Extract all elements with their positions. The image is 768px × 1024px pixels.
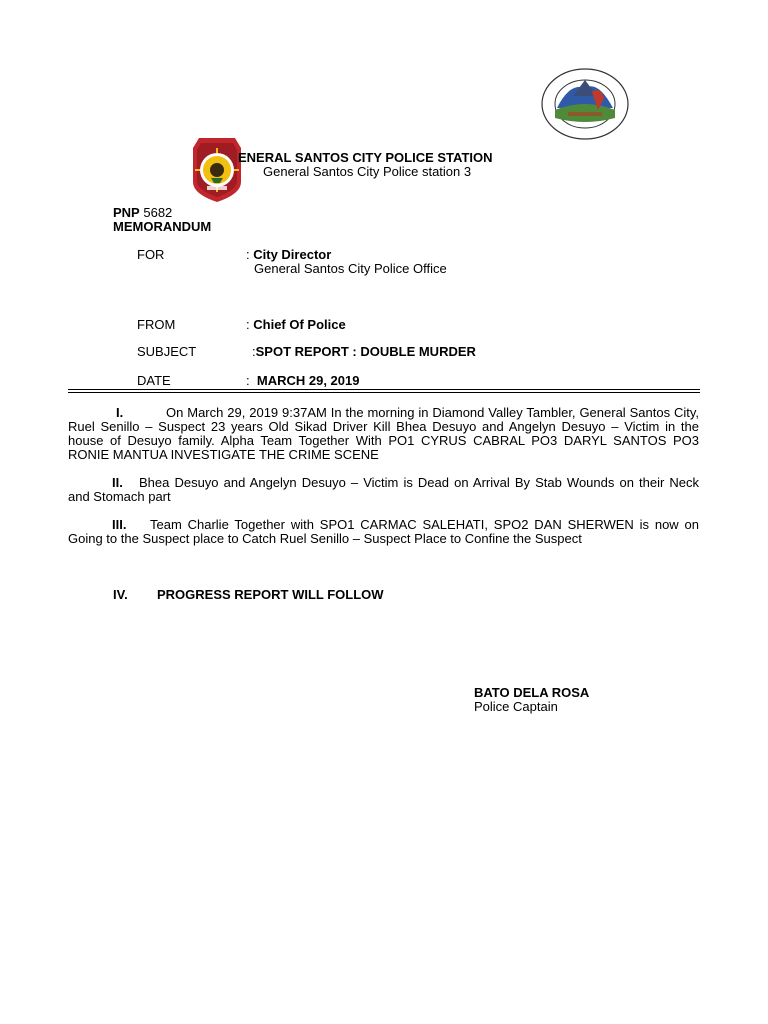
memorandum-label: MEMORANDUM: [113, 219, 212, 234]
signatory-title: Police Captain: [474, 699, 558, 714]
date-value: [246, 374, 359, 388]
for-colon: :: [246, 247, 250, 262]
station-subtitle: General Santos City Police station 3: [263, 164, 472, 179]
date-text: MARCH 29, 2019: [256, 373, 360, 388]
header-divider-bottom: [68, 392, 700, 393]
paragraph-2-text: Bhea Desuyo and Angelyn Desuyo – Victim is Dead on Arrival By Stab Wounds on their Neck and Stomach part: [68, 475, 699, 504]
subject-colon: :: [252, 344, 256, 359]
city-seal-icon: [540, 68, 630, 140]
pnp-label: PNP: [113, 205, 140, 220]
paragraph-3-number: III.: [112, 517, 127, 532]
header-divider-top: [68, 389, 700, 390]
from-value: [246, 318, 346, 332]
subject-label: SUBJECT: [137, 344, 197, 359]
pnp-logo-icon: [189, 134, 245, 204]
paragraph-2: [68, 476, 699, 504]
from-sender: Chief Of Police: [253, 317, 346, 332]
from-label: FROM: [137, 317, 176, 332]
paragraph-3: [68, 518, 699, 546]
subject-text: SPOT REPORT : DOUBLE MURDER: [255, 344, 476, 359]
pnp-number: 5682: [143, 205, 173, 220]
for-recipient: City Director: [253, 247, 332, 262]
paragraph-2-number: II.: [112, 475, 123, 490]
signatory-name: BATO DELA ROSA: [474, 685, 590, 700]
pnp-reference: [113, 206, 172, 220]
paragraph-4-text: PROGRESS REPORT WILL FOLLOW: [157, 587, 384, 602]
paragraph-1-number: I.: [116, 405, 124, 420]
for-value: [246, 248, 331, 262]
date-label: DATE: [137, 373, 171, 388]
subject-value: [252, 345, 476, 359]
paragraph-4-number: IV.: [113, 587, 128, 602]
paragraph-1-text: On March 29, 2019 9:37AM In the morning in Diamond Valley Tambler, General Santos City, Ruel Senillo – Suspect 23 years Old Sikad Driver Kill Bhea Desuyo and Angelyn Desuyo – Victim in the house of Desuyo family. Alpha Team Together With PO1 CYRUS CABRAL PO3 DARYL SANTOS PO3 RONIE MANTUA INVESTIGATE THE CRIME SCENE: [68, 405, 699, 462]
station-title: ENERAL SANTOS CITY POLICE STATION: [238, 150, 493, 165]
paragraph-3-text: Team Charlie Together with SPO1 CARMAC SALEHATI, SPO2 DAN SHERWEN is now on Going to the Suspect place to Catch Ruel Senillo – Suspect Place to Confine the Suspect: [68, 517, 699, 546]
date-colon: :: [246, 373, 250, 388]
for-recipient-office: General Santos City Police Office: [254, 261, 447, 276]
from-colon: :: [246, 317, 250, 332]
paragraph-1: [68, 406, 699, 462]
for-label: FOR: [137, 247, 165, 262]
